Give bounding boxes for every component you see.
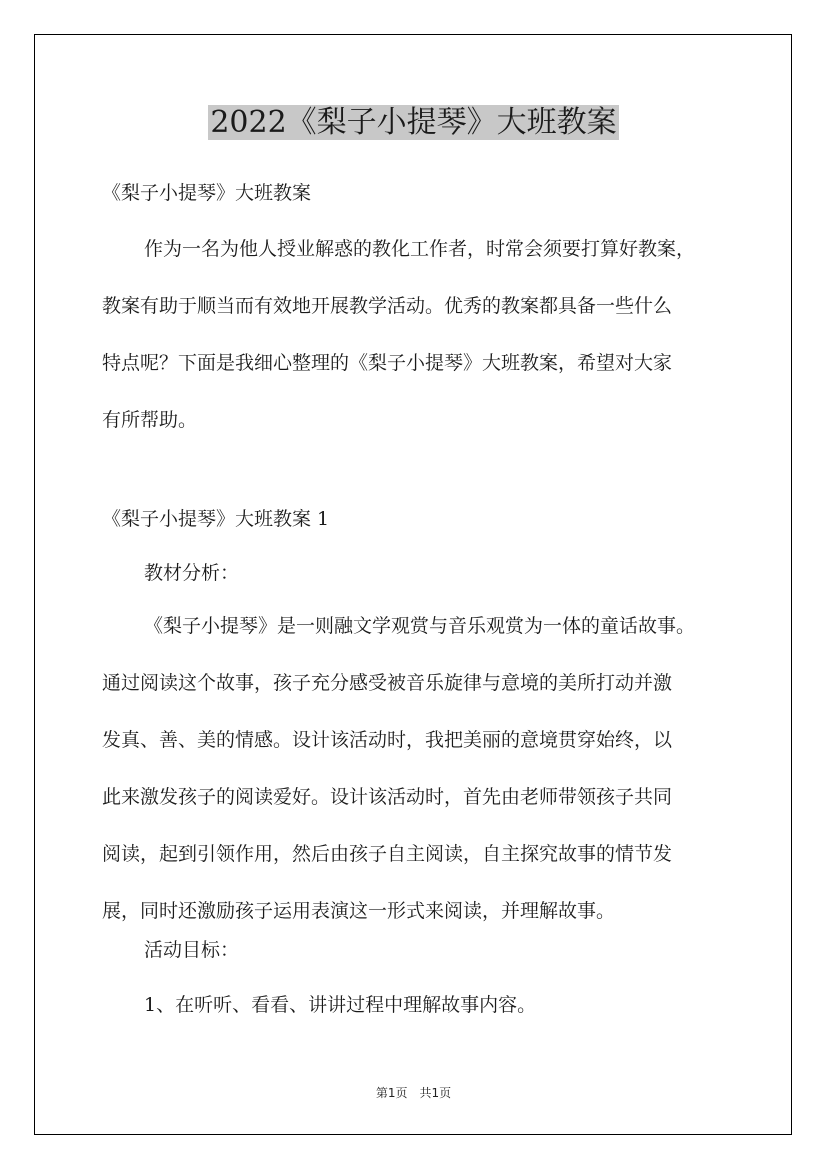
document-title [0,103,827,143]
page-footer: 第1页 共1页 [375,1086,452,1100]
material-line: 展，同时还激励孩子运用表演这一形式来阅读，并理解故事。 [102,900,616,922]
intro-line: 特点呢？下面是我细心整理的《梨子小提琴》大班教案，希望对大家 [102,352,673,374]
material-heading: 教材分析： [144,562,240,584]
material-paragraph [102,598,742,940]
goal-item-1: 1、在听听、看看、讲讲过程中理解故事内容。 [144,994,537,1016]
intro-paragraph [102,221,742,449]
intro-line: 教案有助于顺当而有效地开展教学活动。优秀的教案都具备一些什么 [102,295,673,317]
goal-heading: 活动目标： [144,939,240,961]
document-subtitle: 《梨子小提琴》大班教案 [102,182,312,204]
material-line: 发真、善、美的情感。设计该活动时，我把美丽的意境贯穿始终，以 [102,729,673,751]
intro-line: 作为一名为他人授业解惑的教化工作者，时常会须要打算好教案， [144,238,696,260]
material-line: 阅读，起到引领作用，然后由孩子自主阅读，自主探究故事的情节发 [102,843,673,865]
material-line: 此来激发孩子的阅读爱好。设计该活动时，首先由老师带领孩子共同 [102,786,673,808]
material-line: 《梨子小提琴》是一则融文学观赏与音乐观赏为一体的童话故事。 [144,615,696,637]
material-line: 通过阅读这个故事，孩子充分感受被音乐旋律与意境的美所打动并激 [102,672,673,694]
intro-line: 有所帮助。 [102,409,198,431]
document-title-text: 2022《梨子小提琴》大班教案 [210,105,617,140]
section-title: 《梨子小提琴》大班教案 1 [102,508,330,530]
